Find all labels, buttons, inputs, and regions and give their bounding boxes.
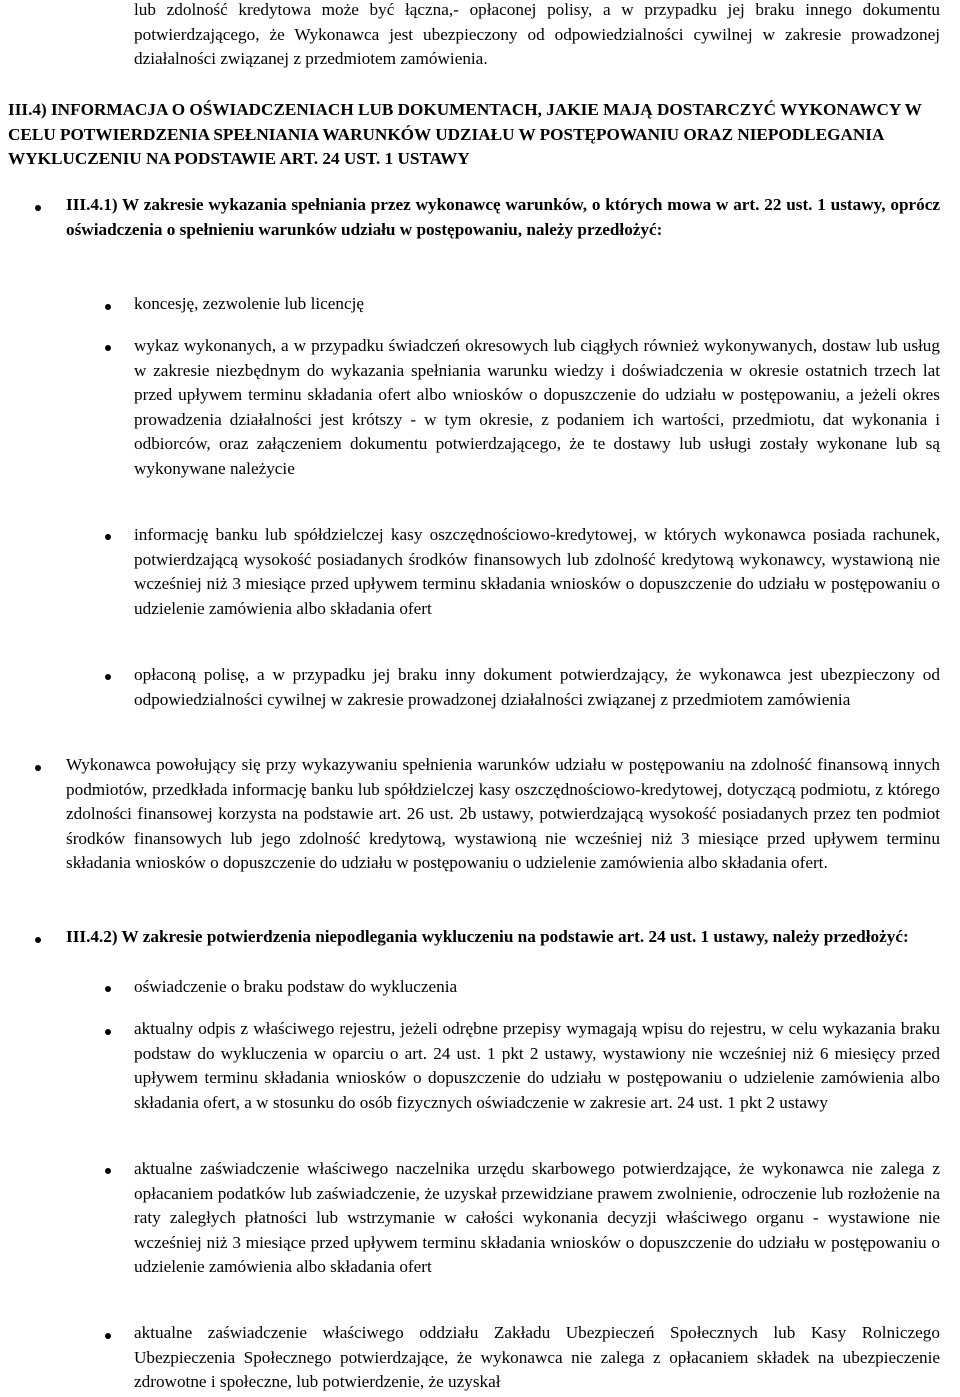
- bullet-icon: [35, 937, 41, 943]
- list-item: koncesję, zezwolenie lub licencję: [134, 294, 365, 313]
- list-item: wykaz wykonanych, a w przypadku świadczeń okresowych lub ciągłych również wykonywanych, dostaw lub usług w zakresie niezbędnym do wykazania spełniania warunku wiedzy i doświadczenia w okresie ostatnich trzech lat przed upływem terminu składania ofert albo wniosków o dopuszczenie do udziału w postępowaniu, a jeżeli okres prowadzenia działalności jest krótszy - w tym okresie, z podaniem ich wartości, przedmiotu, dat wykonania i odbiorców, oraz załączeniem dokumentu potwierdzającego, że te dostawy lub usługi zostały wykonane lub są wykonywane należycie: [134, 336, 940, 478]
- intro-paragraph: lub zdolność kredytowa może być łączna,- opłaconej polisy, a w przypadku jej braku innego dokumentu potwierdzającego, że Wykonawca jest ubezpieczony od odpowiedzialności cywilnej w zakresie prowadzonej działalności związanej z przedmiotem zamówienia.: [134, 0, 940, 69]
- list-item: informację banku lub spółdzielczej kasy oszczędnościowo-kredytowej, w których wykonawca posiada rachunek, potwierdzającą wysokość posiadanych środków finansowych lub zdolność kredytową wykonawcy, wystawioną nie wcześniej niż 3 miesiące przed upływem terminu składania wniosków o dopuszczenie do udziału w postępowaniu o udzielenie zamówienia albo składania ofert: [134, 525, 940, 618]
- bullet-icon: [35, 205, 41, 211]
- bullet-icon: [105, 1029, 111, 1035]
- bullet-icon: [105, 304, 111, 310]
- bullet-icon: [105, 1333, 111, 1339]
- list-item: aktualne zaświadczenie właściwego naczelnika urzędu skarbowego potwierdzające, że wykonawca nie zalega z opłacaniem podatków lub zaświadczenie, że uzyskał przewidziane prawem zwolnienie, odroczenie lub rozłożenie na raty zaległych płatności lub wstrzymanie w całości wykonania decyzji właściwego organu - wystawione nie wcześniej niż 3 miesiące przed upływem terminu składania wniosków o dopuszczenie do udziału w postępowaniu o udzielenie zamówienia albo składania ofert: [134, 1159, 940, 1277]
- list-item: oświadczenie o braku podstaw do wykluczenia: [134, 977, 458, 996]
- bullet-icon: [105, 674, 111, 680]
- section-heading: III.4) INFORMACJA O OŚWIADCZENIACH LUB DOKUMENTACH, JAKIE MAJĄ DOSTARCZYĆ WYKONAWCY W CELU POTWIERDZENIA SPEŁNIANIA WARUNKÓW UDZIAŁU W POSTĘPOWANIU ORAZ NIEPODLEGANIA WYKLUCZENIU NA PODSTAWIE ART. 24 UST. 1 USTAWY: [8, 100, 922, 169]
- wykonawca-paragraph: Wykonawca powołujący się przy wykazywaniu spełnienia warunków udziału w postępowaniu na zdolność finansową innych podmiotów, przedkłada informację banku lub spółdzielczej kasy oszczędnościowo-kredytowej, dotyczącą podmiotu, z którego zdolności finansowej korzysta na podstawie art. 26 ust. 2b ustawy, potwierdzającą wysokość posiadanych przez ten podmiot środków finansowych lub jego zdolność kredytową, wystawioną nie wcześniej niż 3 miesiące przed upływem terminu składania wniosków o dopuszczenie do udziału w postępowaniu o udzielenie zamówienia albo składania ofert.: [66, 755, 940, 873]
- list-item: aktualny odpis z właściwego rejestru, jeżeli odrębne przepisy wymagają wpisu do rejestru, w celu wykazania braku podstaw do wykluczenia w oparciu o art. 24 ust. 1 pkt 2 ustawy, wystawiony nie wcześniej niż 6 miesięcy przed upływem terminu składania wniosków o dopuszczenie do udziału w postępowaniu o udzielenie zamówienia albo składania ofert, a w stosunku do osób fizycznych oświadczenie w zakresie art. 24 ust. 1 pkt 2 ustawy: [134, 1019, 940, 1112]
- bullet-icon: [105, 986, 111, 992]
- bullet-icon: [105, 345, 111, 351]
- bullet-icon: [105, 1168, 111, 1174]
- bullet-icon: [35, 765, 41, 771]
- list-item: aktualne zaświadczenie właściwego oddziału Zakładu Ubezpieczeń Społecznych lub Kasy Rolniczego Ubezpieczenia Społecznego potwierdzające, że wykonawca nie zalega z opłacaniem składek na ubezpieczenie zdrowotne i społeczne, lub potwierdzenie, że uzyskał: [134, 1323, 940, 1392]
- list-item: opłaconą polisę, a w przypadku jej braku inny dokument potwierdzający, że wykonawca jest ubezpieczony od odpowiedzialności cywilnej w zakresie prowadzonej działalności związanej z przedmiotem zamówienia: [134, 665, 940, 709]
- bullet-icon: [105, 534, 111, 540]
- subsection-heading-2: III.4.2) W zakresie potwierdzenia niepodlegania wykluczeniu na podstawie art. 24 ust. 1 ustawy, należy przedłożyć:: [66, 927, 909, 946]
- subsection-heading-1: III.4.1) W zakresie wykazania spełniania przez wykonawcę warunków, o których mowa w art. 22 ust. 1 ustawy, oprócz oświadczenia o spełnieniu warunków udziału w postępowaniu, należy przedłożyć:: [66, 195, 940, 239]
